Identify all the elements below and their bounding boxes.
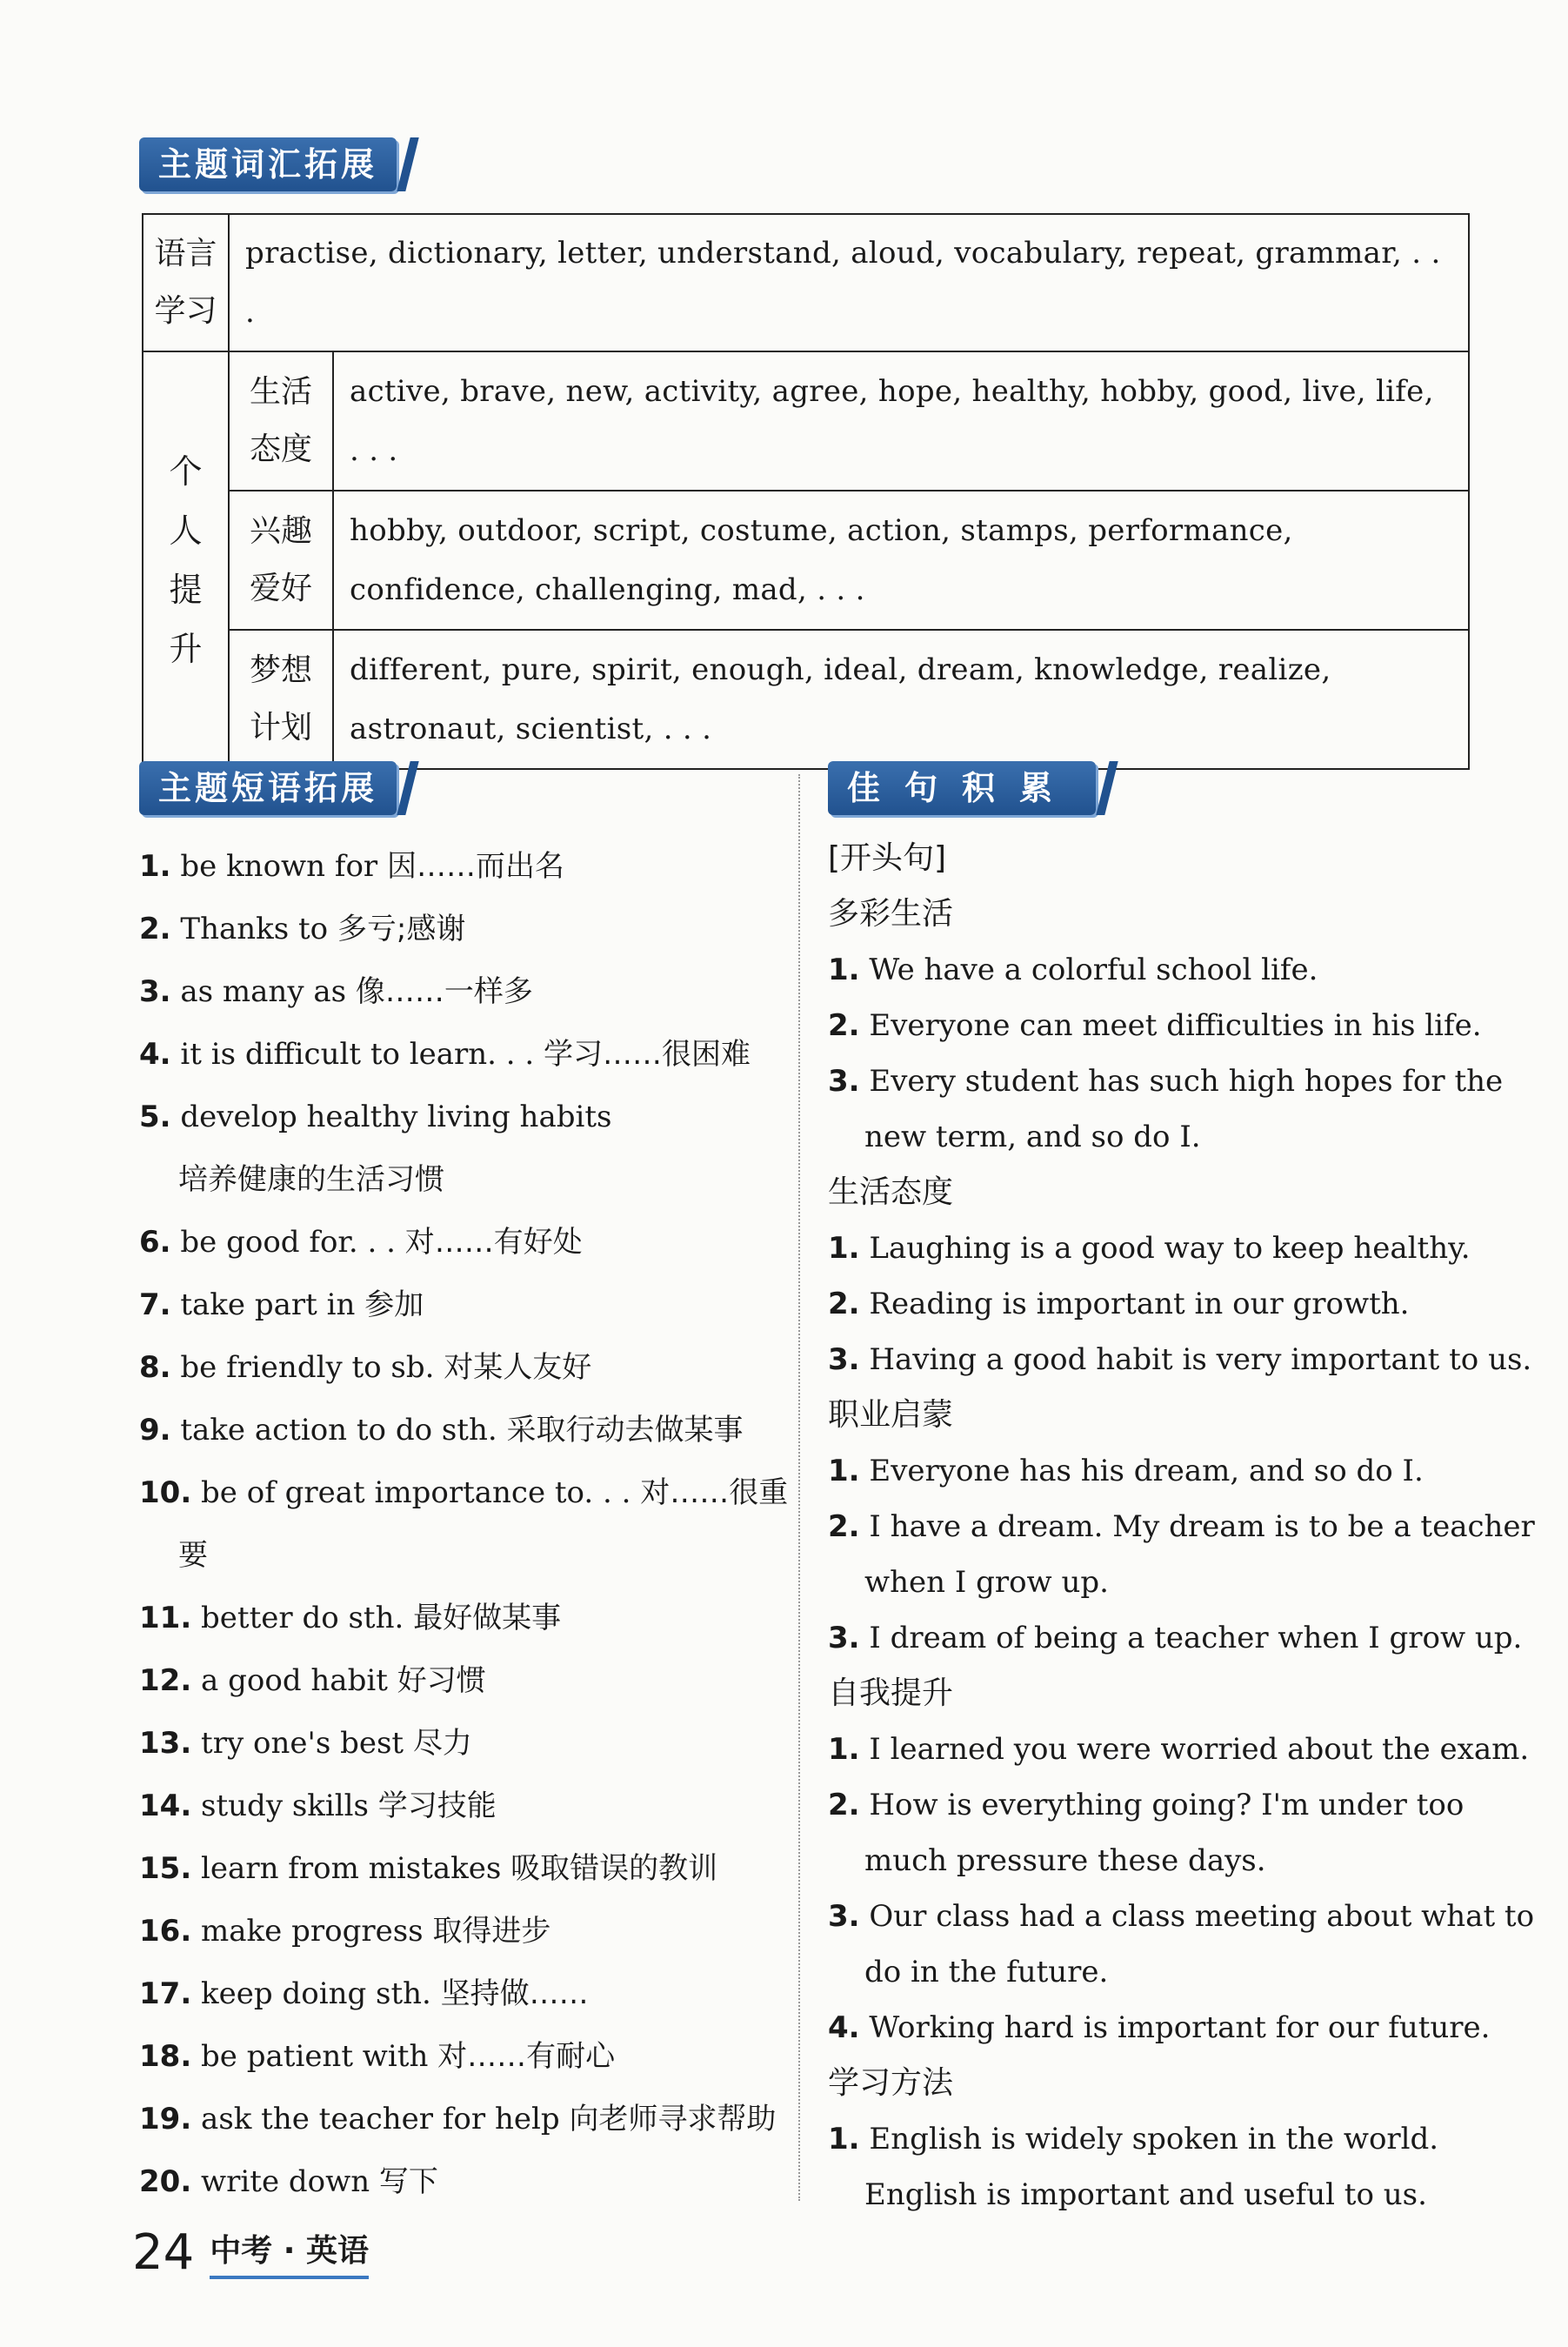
phrase-num: 17.	[139, 1976, 192, 2011]
phrase-item	[139, 1399, 783, 1461]
phrase-en: be known for	[180, 849, 378, 884]
vocab-subcategory-line: 态度	[249, 431, 312, 467]
phrase-item	[139, 1336, 783, 1399]
phrase-num: 9.	[139, 1413, 171, 1448]
sentence-item	[828, 2000, 1491, 2056]
phrase-en: take action to do sth.	[180, 1413, 497, 1448]
sentence-text: Every student has such high hopes for the	[869, 1064, 1504, 1099]
vocab-words-language: practise, dictionary, letter, understand, aloud, vocabulary, repeat, grammar, . . .	[229, 214, 1469, 351]
sentence-num: 3.	[828, 1621, 860, 1655]
phrase-item	[139, 898, 783, 960]
vocab-subcategory-attitude	[229, 351, 333, 491]
phrase-item	[139, 1086, 783, 1211]
vocab-group-char: 个	[169, 452, 203, 491]
vocab-table	[142, 213, 1470, 770]
phrase-item	[139, 2088, 783, 2150]
sentence-item	[828, 1889, 1535, 2000]
sentence-text: Having a good habit is very important to us.	[869, 1342, 1532, 1377]
phrase-item	[139, 1587, 783, 1649]
phrase-num: 11.	[139, 1601, 192, 1635]
phrase-num: 12.	[139, 1663, 192, 1698]
phrase-en: better do sth.	[201, 1601, 404, 1635]
sentence-item	[828, 1220, 1471, 1276]
sentence-num: 2.	[828, 1509, 860, 1544]
phrase-en: develop healthy living habits	[180, 1100, 612, 1134]
vocab-category-line: 学习	[154, 293, 217, 329]
phrase-cn: 像……一样多	[355, 974, 533, 1009]
phrase-cn: 坚持做……	[440, 1976, 589, 2011]
phrase-num: 13.	[139, 1726, 192, 1761]
sentence-num: 1.	[828, 1231, 860, 1266]
sentence-item	[828, 2111, 1471, 2223]
sentence-num: 3.	[828, 1064, 860, 1099]
vocab-group-label	[143, 351, 229, 769]
opener-label: [开头句]	[828, 840, 947, 876]
phrase-list	[139, 835, 789, 2213]
sentence-text: Everyone has his dream, and so do I.	[869, 1454, 1424, 1488]
phrase-num: 7.	[139, 1287, 171, 1322]
sentence-text: Everyone can meet difficulties in his life.	[869, 1008, 1482, 1043]
phrase-en: a good habit	[201, 1663, 388, 1698]
phrase-num: 20.	[139, 2164, 192, 2199]
phrase-cn: 多亏;感谢	[337, 912, 466, 946]
phrase-item	[139, 960, 783, 1023]
phrase-cn: 采取行动去做某事	[506, 1413, 744, 1448]
phrase-item	[139, 1649, 783, 1712]
phrase-cn: 学习技能	[377, 1789, 497, 1823]
phrase-en: try one's best	[201, 1726, 404, 1761]
column-divider	[798, 774, 800, 2201]
phrase-cn: 对某人友好	[444, 1350, 592, 1385]
sentence-text: How is everything going? I'm under too	[869, 1788, 1465, 1822]
phrase-en: write down	[201, 2164, 370, 2199]
phrase-en: it is difficult to learn. . .	[180, 1037, 535, 1072]
phrase-num: 5.	[139, 1100, 171, 1134]
phrase-item	[139, 1023, 783, 1086]
sentence-item	[828, 1499, 1535, 1610]
phrase-en: be of great importance to. . .	[201, 1475, 631, 1510]
book-title: 中考 · 英语	[210, 2226, 369, 2279]
sentence-item	[828, 1053, 1504, 1165]
sentence-text-cont: when I grow up.	[864, 1565, 1109, 1600]
phrase-item	[139, 1775, 783, 1837]
phrase-item	[139, 1712, 783, 1775]
sentence-text-cont: new term, and so do I.	[864, 1120, 1201, 1154]
sentence-text: Our class had a class meeting about what to	[869, 1899, 1535, 1934]
phrase-en: Thanks to	[180, 912, 329, 946]
sentence-num: 3.	[828, 1342, 860, 1377]
sentence-item	[828, 1722, 1530, 1777]
phrase-num: 2.	[139, 912, 171, 946]
phrase-cn: 吸取错误的教训	[510, 1851, 718, 1886]
phrase-en: learn from mistakes	[201, 1851, 502, 1886]
phrase-num: 19.	[139, 2102, 192, 2136]
sentence-num: 1.	[828, 953, 860, 987]
vocab-subcategory-dream	[229, 630, 333, 769]
phrase-cn: 向老师寻求帮助	[569, 2102, 777, 2136]
phrase-en: make progress	[201, 1914, 424, 1949]
sentence-num: 2.	[828, 1287, 860, 1321]
phrase-cn: 因……而出名	[386, 849, 564, 884]
sentence-text-cont: do in the future.	[864, 1955, 1109, 1989]
sentence-num: 3.	[828, 1899, 860, 1934]
vocab-group-char: 提	[169, 571, 203, 609]
vocab-words-hobby: hobby, outdoor, script, costume, action, stamps, performance, confidence, challenging, mad, . . .	[333, 491, 1469, 630]
vocab-section-title: 主题词汇拓展	[139, 137, 397, 191]
sentence-text-cont: English is important and useful to us.	[864, 2177, 1427, 2212]
sentence-num: 1.	[828, 1732, 860, 1767]
sentence-item	[828, 998, 1482, 1053]
phrase-num: 1.	[139, 849, 171, 884]
vocab-subcategory-line: 爱好	[249, 571, 312, 606]
phrase-en: be good for. . .	[180, 1225, 396, 1260]
vocab-group-char: 人	[169, 512, 203, 550]
vocab-category-line: 语言	[154, 236, 217, 271]
vocab-subcategory-line: 梦想	[249, 652, 312, 688]
phrase-item	[139, 1211, 783, 1274]
sentence-text-cont: much pressure these days.	[864, 1843, 1266, 1878]
group-label: 学习方法	[828, 2065, 954, 2101]
sentence-section-title: 佳句积累	[828, 761, 1096, 815]
group-label: 多彩生活	[828, 896, 954, 932]
phrase-item	[139, 1837, 783, 1900]
vocab-words-attitude: active, brave, new, activity, agree, hope, healthy, hobby, good, live, life, . . .	[333, 351, 1469, 491]
phrase-cn: 尽力	[412, 1726, 472, 1761]
phrase-cn: 好习惯	[397, 1663, 486, 1698]
sentence-text: Laughing is a good way to keep healthy.	[869, 1231, 1471, 1266]
page-number: 24	[132, 2224, 195, 2281]
phrase-en: study skills	[201, 1789, 369, 1823]
group-label: 生活态度	[828, 1174, 954, 1210]
vocab-subcategory-hobby	[229, 491, 333, 630]
sentence-item	[828, 1777, 1471, 1889]
phrase-num: 8.	[139, 1350, 171, 1385]
phrase-en: as many as	[180, 974, 347, 1009]
phrase-item	[139, 1900, 783, 1963]
sentence-text: Working hard is important for our future.	[869, 2010, 1491, 2045]
phrase-num: 10.	[139, 1475, 192, 1510]
vocab-words-dream: different, pure, spirit, enough, ideal, dream, knowledge, realize, astronaut, scientist, . . .	[333, 630, 1469, 769]
sentence-list	[828, 831, 1535, 2223]
sentence-num: 2.	[828, 1788, 860, 1822]
phrase-num: 3.	[139, 974, 171, 1009]
sentence-item	[828, 942, 1471, 998]
phrase-num: 14.	[139, 1789, 192, 1823]
phrase-en: be patient with	[201, 2039, 429, 2074]
phrase-en: ask the teacher for help	[201, 2102, 560, 2136]
phrase-section-title: 主题短语拓展	[139, 761, 397, 815]
phrase-item	[139, 2150, 783, 2213]
vocab-subcategory-line: 生活	[249, 374, 312, 410]
phrase-item	[139, 835, 783, 898]
sentence-text: I learned you were worried about the exam.	[869, 1732, 1530, 1767]
phrase-item	[139, 1274, 783, 1336]
sentence-item	[828, 1332, 1532, 1387]
phrase-cn: 培养健康的生活习惯	[178, 1162, 444, 1197]
sentence-text: I have a dream. My dream is to be a teacher	[869, 1509, 1535, 1544]
phrase-cn: 对……有耐心	[437, 2039, 616, 2074]
sentence-text: I dream of being a teacher when I grow up.	[869, 1621, 1523, 1655]
phrase-en: be friendly to sb.	[180, 1350, 435, 1385]
phrase-en: keep doing sth.	[201, 1976, 431, 2011]
phrase-en: take part in	[180, 1287, 356, 1322]
phrase-item	[139, 2025, 783, 2088]
phrase-cn-cont: 要	[178, 1538, 208, 1573]
phrase-cn: 取得进步	[432, 1914, 551, 1949]
phrase-cn: 对……有好处	[404, 1225, 583, 1260]
phrase-num: 15.	[139, 1851, 192, 1886]
sentence-num: 4.	[828, 2010, 860, 2045]
phrase-cn: 写下	[378, 2164, 438, 2199]
sentence-item	[828, 1443, 1471, 1499]
phrase-num: 4.	[139, 1037, 171, 1072]
sentence-item	[828, 1610, 1523, 1666]
phrase-cn: 参加	[364, 1287, 424, 1322]
phrase-item	[139, 1461, 789, 1587]
phrase-num: 6.	[139, 1225, 171, 1260]
page-footer	[132, 2210, 369, 2279]
phrase-item	[139, 1963, 783, 2025]
phrase-num: 18.	[139, 2039, 192, 2074]
sentence-text: We have a colorful school life.	[869, 953, 1318, 987]
phrase-cn: 学习……很困难	[544, 1037, 751, 1072]
phrase-cn: 对……很重	[640, 1475, 789, 1510]
phrase-num: 16.	[139, 1914, 192, 1949]
vocab-category-language	[143, 214, 229, 351]
vocab-subcategory-line: 兴趣	[249, 513, 312, 549]
group-label: 自我提升	[828, 1675, 954, 1711]
group-label: 职业启蒙	[828, 1397, 954, 1433]
sentence-text: English is widely spoken in the world.	[869, 2122, 1439, 2156]
sentence-num: 1.	[828, 1454, 860, 1488]
phrase-cn: 最好做某事	[413, 1601, 562, 1635]
sentence-item	[828, 1276, 1471, 1332]
sentence-num: 2.	[828, 1008, 860, 1043]
sentence-text: Reading is important in our growth.	[869, 1287, 1410, 1321]
sentence-num: 1.	[828, 2122, 860, 2156]
vocab-group-char: 升	[169, 630, 203, 668]
vocab-subcategory-line: 计划	[249, 710, 312, 746]
